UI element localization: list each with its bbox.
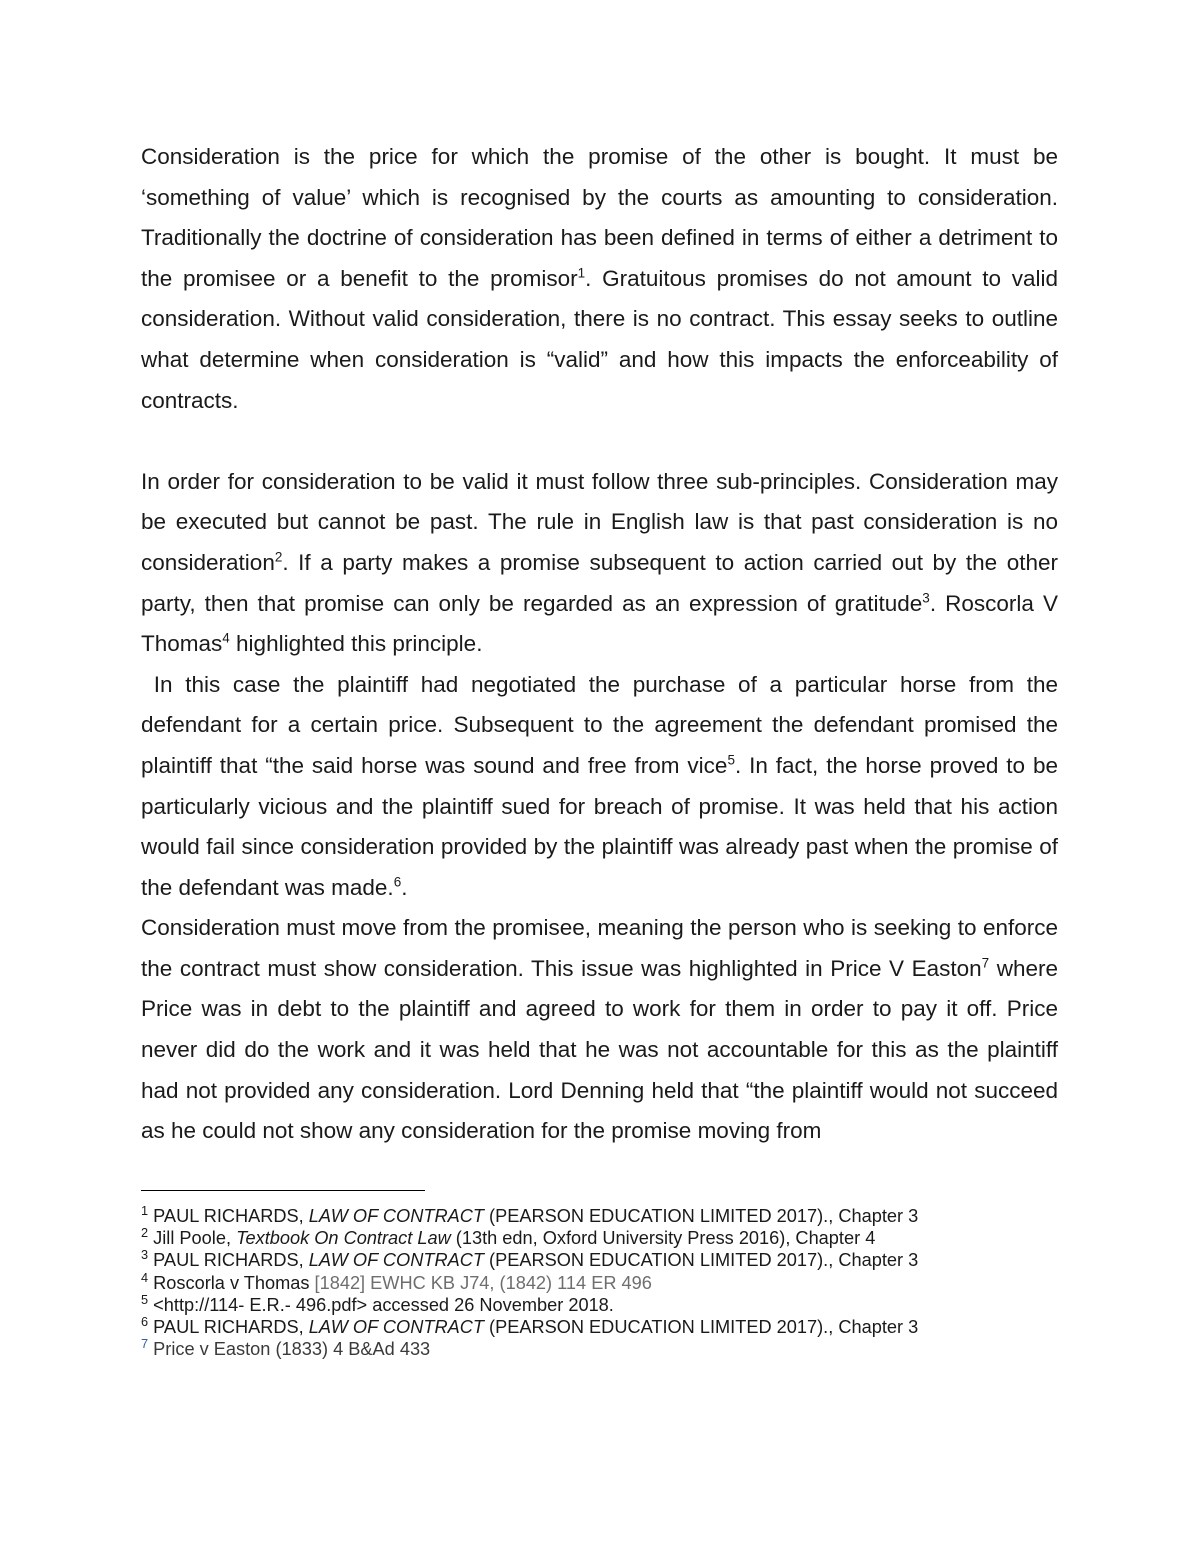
footnote-number: 1 bbox=[141, 1202, 149, 1218]
footnote-title: LAW OF CONTRACT bbox=[308, 1250, 484, 1271]
footnote-title: Textbook On Contract Law bbox=[236, 1228, 451, 1249]
footnote-text: PAUL RICHARDS, bbox=[153, 1317, 309, 1338]
footnote-ref-5[interactable]: 5 bbox=[727, 752, 735, 768]
footnote-number: 3 bbox=[141, 1247, 149, 1263]
paragraph-intro bbox=[141, 137, 1058, 421]
case-citation-link[interactable]: [1842] EWHC KB J74, (1842) 114 ER 496 bbox=[314, 1272, 652, 1293]
footnote-text: <http://114- E.R.- 496.pdf> accessed 26 November 2018. bbox=[153, 1294, 614, 1315]
body-text bbox=[141, 137, 1058, 1152]
footnote-text: (PEARSON EDUCATION LIMITED 2017)., Chapter 3 bbox=[483, 1250, 919, 1271]
footnote-text: (PEARSON EDUCATION LIMITED 2017)., Chapter 3 bbox=[483, 1206, 919, 1226]
footnote-ref-7[interactable]: 7 bbox=[981, 955, 990, 971]
footnote-ref-3[interactable]: 3 bbox=[922, 590, 930, 606]
footnote-ref-1[interactable]: 1 bbox=[577, 265, 586, 281]
footnote-title: LAW OF CONTRACT bbox=[308, 1317, 484, 1338]
footnote-ref-2[interactable]: 2 bbox=[274, 549, 283, 565]
footnote-text: PAUL RICHARDS, bbox=[153, 1206, 309, 1226]
paragraph-text: . In fact, the horse proved to be particularly vicious and the plaintiff sued for breach of promise. It was held that his action would fail since consideration provided by the plaintiff was already past when the promise of the defendant was made. bbox=[141, 752, 1058, 900]
footnote-text: PAUL RICHARDS, bbox=[153, 1250, 309, 1271]
paragraph-text: Consideration is the price for which the promise of the other is bought. It must be ‘something of value’ which is recognised by the courts as amounting to consideration. Traditionally the doctrine of consideration has been defined in terms of either a detriment to the promisee or a benefit to the promisor bbox=[141, 144, 1058, 291]
footnote-4 bbox=[141, 1269, 1058, 1294]
paragraph-past-consideration bbox=[141, 462, 1058, 665]
footnote-number: 6 bbox=[141, 1313, 149, 1329]
footnote-text: Price v Easton (1833) 4 B&Ad 433 bbox=[153, 1339, 431, 1360]
footnote-ref-4[interactable]: 4 bbox=[222, 630, 230, 646]
footnote-1 bbox=[141, 1202, 1058, 1227]
footnote-number: 4 bbox=[141, 1269, 149, 1285]
footnote-number: 2 bbox=[141, 1225, 149, 1241]
paragraph-text: highlighted this principle. bbox=[229, 631, 483, 657]
footnote-text: (13th edn, Oxford University Press 2016), Chapter 4 bbox=[450, 1228, 876, 1249]
footnote-text: Jill Poole, bbox=[153, 1228, 237, 1249]
footnote-6 bbox=[141, 1313, 1058, 1338]
paragraph-text: Consideration must move from the promisee, meaning the person who is seeking to enforce the contract must show consideration. This issue was highlighted in Price V Easton bbox=[141, 915, 1058, 981]
paragraph-roscorla-case bbox=[141, 665, 1058, 909]
paragraph-text: In order for consideration to be valid it must follow three sub-principles. Consideration may be executed but cannot be past. The rule in English law is that past consideration is no consideration bbox=[141, 468, 1058, 575]
paragraph-text: In this case the plaintiff had negotiated the purchase of a particular horse from the defendant for a certain price. Subsequent to the agreement the defendant promised the plaintiff that “the said horse was sound and free from vice bbox=[141, 671, 1058, 778]
footnote-7 bbox=[141, 1338, 1058, 1360]
paragraph-text: . bbox=[401, 874, 408, 900]
footnote-text: (PEARSON EDUCATION LIMITED 2017)., Chapter 3 bbox=[483, 1317, 919, 1338]
footnote-2 bbox=[141, 1227, 1058, 1249]
footnote-number: 5 bbox=[141, 1291, 149, 1307]
footnote-separator bbox=[141, 1190, 425, 1191]
footnote-title: LAW OF CONTRACT bbox=[308, 1206, 484, 1226]
footnote-number: 7 bbox=[141, 1336, 149, 1352]
footnote-5 bbox=[141, 1291, 1058, 1316]
footnote-3 bbox=[141, 1249, 1058, 1271]
footnote-ref-6[interactable]: 6 bbox=[393, 874, 402, 890]
paragraph-text: where Price was in debt to the plaintiff and agreed to work for them in order to pay it off. Price never did do the work and it was held that he was not accountable for this as the plaintiff had not provided any consideration. Lord Denning held that “the plaintiff would not succeed as he could not show any consideration for the promise moving from bbox=[141, 955, 1058, 1144]
paragraph-move-from-promisee bbox=[141, 908, 1058, 1152]
paragraph-text: . If a party makes a promise subsequent to action carried out by the other party, then that promise can only be regarded as an expression of gratitude bbox=[141, 549, 1058, 616]
paragraph-text: . Roscorla V Thomas bbox=[141, 590, 1058, 657]
footnote-text: Roscorla v Thomas bbox=[153, 1272, 315, 1293]
footnotes bbox=[141, 1202, 1058, 1360]
paragraph-text: . Gratuitous promises do not amount to valid consideration. Without valid consideration, there is no contract. This essay seeks to outline what determine when consideration is “valid” and how this impacts the enforceability of contracts. bbox=[141, 265, 1058, 413]
